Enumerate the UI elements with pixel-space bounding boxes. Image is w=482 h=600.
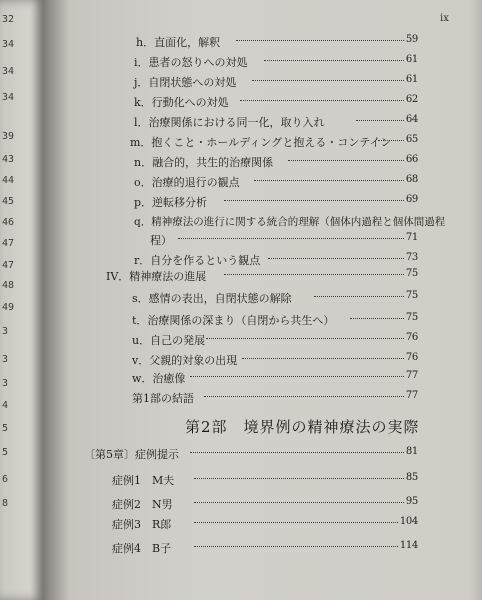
toc-entry-label: q．精神療法の進行に関する統合的理解（個体内過程と個体間過程 (134, 216, 446, 228)
toc-entry (132, 350, 418, 368)
toc-entry-label: r．自分を作るという観点 (134, 254, 261, 267)
toc-entry-page: 62 (405, 94, 418, 105)
toc-entry-page: 71 (405, 232, 418, 243)
toc-entry-page: 81 (405, 446, 418, 457)
toc-entry-label: 第1部の結語 (132, 392, 194, 405)
dot-leader (204, 396, 404, 397)
dot-leader (190, 376, 404, 377)
dot-leader (378, 140, 404, 141)
left-page-number: 3 (2, 378, 9, 389)
dot-leader (314, 296, 404, 297)
toc-entry-label: p．逆転移分析 (134, 196, 208, 209)
left-page-number: 6 (2, 474, 9, 485)
toc-entry-label: s．感情の表出，自閉状態の解除 (132, 292, 292, 305)
toc-entry (134, 212, 446, 230)
toc-entry-label: t．治療関係の深まり（自閉から共生へ） (132, 314, 335, 327)
dot-leader (190, 452, 404, 453)
dot-leader (224, 200, 404, 201)
dot-leader (350, 318, 404, 319)
left-page-number: 3 (2, 326, 9, 337)
toc-entry-label: u．自己の発展 (132, 334, 206, 347)
toc-entry-label: i．患者の怒りへの対処 (134, 56, 248, 69)
dot-leader (240, 100, 404, 101)
left-page-number: 8 (2, 498, 9, 509)
toc-entry-page: 76 (405, 332, 418, 343)
toc-entry-page: 77 (405, 370, 418, 381)
toc-entry (112, 494, 418, 512)
dot-leader (194, 478, 404, 479)
left-page-number: 48 (2, 280, 15, 291)
dot-leader (356, 120, 404, 121)
toc-entry-page: 73 (405, 252, 418, 263)
dot-leader (268, 258, 404, 259)
toc-entry (132, 330, 418, 348)
toc-entry-page: 61 (405, 54, 418, 65)
toc-entry (134, 92, 418, 110)
toc-entry (106, 266, 418, 284)
toc-entry-label: v．父親的対象の出現 (132, 354, 238, 367)
toc-entry (132, 388, 418, 406)
toc-entry-page: 75 (405, 312, 418, 323)
toc-entry-label: 〔第5章〕症例提示 (84, 448, 179, 461)
toc-entry-page: 64 (405, 114, 418, 125)
left-page-number: 47 (2, 260, 15, 271)
toc-entry-page: 85 (405, 472, 418, 483)
left-page-number: 3 (2, 354, 9, 365)
toc-entry-label: 症例2 N男 (112, 498, 173, 511)
toc-entry (130, 132, 418, 150)
toc-entry-label: j．自閉状態への対処 (134, 76, 237, 89)
left-page-edge (0, 0, 44, 600)
toc-entry-page: 75 (405, 268, 418, 279)
toc-entry (132, 310, 418, 328)
toc-entry-continuation (150, 230, 418, 248)
left-page-number: 46 (2, 217, 15, 228)
toc-entry-page: 68 (405, 174, 418, 185)
toc-entry-label: h．直面化，解釈 (136, 36, 221, 49)
dot-leader (264, 60, 404, 61)
left-page-number: 4 (2, 400, 9, 411)
toc-entry-page: 59 (405, 34, 418, 45)
toc-entry (134, 112, 418, 130)
dot-leader (194, 546, 398, 547)
dot-leader (194, 502, 404, 503)
toc-entry-label: l．治療関係における同一化，取り入れ (134, 116, 325, 129)
toc-entry-page: 104 (399, 516, 418, 527)
dot-leader (254, 180, 404, 181)
toc-entry-label: 症例1 M夫 (112, 474, 175, 487)
toc-entry-label: 程） (150, 234, 172, 247)
toc-entry-page: 65 (405, 134, 418, 145)
dot-leader (194, 522, 398, 523)
toc-entry (112, 470, 418, 488)
toc-entry-page: 75 (405, 290, 418, 301)
toc-entry (134, 152, 418, 170)
dot-leader (236, 40, 404, 41)
toc-entry-label: o．治療的退行の観点 (134, 176, 240, 189)
toc-entry-label: k．行動化への対処 (134, 96, 229, 109)
dot-leader (224, 274, 404, 275)
dot-leader (206, 338, 404, 339)
toc-entry-page: 61 (405, 74, 418, 85)
toc-entry-page: 77 (405, 390, 418, 401)
toc-entry-label: w．治癒像 (132, 372, 186, 385)
dot-leader (288, 160, 404, 161)
left-page-number: 5 (2, 447, 9, 458)
toc-entry-page: 69 (405, 194, 418, 205)
toc-entry-label: 症例4 B子 (112, 542, 172, 555)
toc-entry-page: 114 (399, 540, 418, 551)
left-page-number: 39 (2, 131, 15, 142)
toc-entry (112, 514, 418, 532)
left-page-number: 43 (2, 154, 15, 165)
toc-entry-label: 症例3 R郎 (112, 518, 172, 531)
left-page-number: 5 (2, 423, 9, 434)
toc-entry (134, 172, 418, 190)
toc-entry (84, 444, 418, 462)
part-heading: 第2部 境界例の精神療法の実際 (185, 418, 420, 436)
toc-entry (132, 288, 418, 306)
toc-entry-label: IV．精神療法の進展 (106, 270, 207, 283)
left-page-number: 45 (2, 196, 15, 207)
left-page-number: 34 (2, 66, 15, 77)
toc-entry (134, 72, 418, 90)
toc-entry (112, 538, 418, 556)
toc-entry (134, 52, 418, 70)
page-number: ix (440, 13, 449, 24)
left-page-number: 47 (2, 238, 15, 249)
toc-entry-page: 66 (405, 154, 418, 165)
left-page-number: 34 (2, 92, 15, 103)
toc-entry (134, 192, 418, 210)
toc-entry (136, 32, 418, 50)
dot-leader (242, 358, 404, 359)
dot-leader (252, 80, 404, 81)
toc-entry-page: 76 (405, 352, 418, 363)
gutter-shadow (44, 0, 70, 600)
toc-entry-label: m．抱くこと・ホールディングと抱える・コンテイン (130, 136, 392, 149)
toc-entry-label: n．融合的，共生的治療関係 (134, 156, 274, 169)
left-page-number: 49 (2, 302, 15, 313)
left-page-number: 34 (2, 39, 15, 50)
left-page-number: 32 (2, 14, 15, 25)
toc-entry-page: 95 (405, 496, 418, 507)
left-page-number: 44 (2, 175, 15, 186)
toc-entry (132, 368, 418, 386)
dot-leader (178, 238, 404, 239)
